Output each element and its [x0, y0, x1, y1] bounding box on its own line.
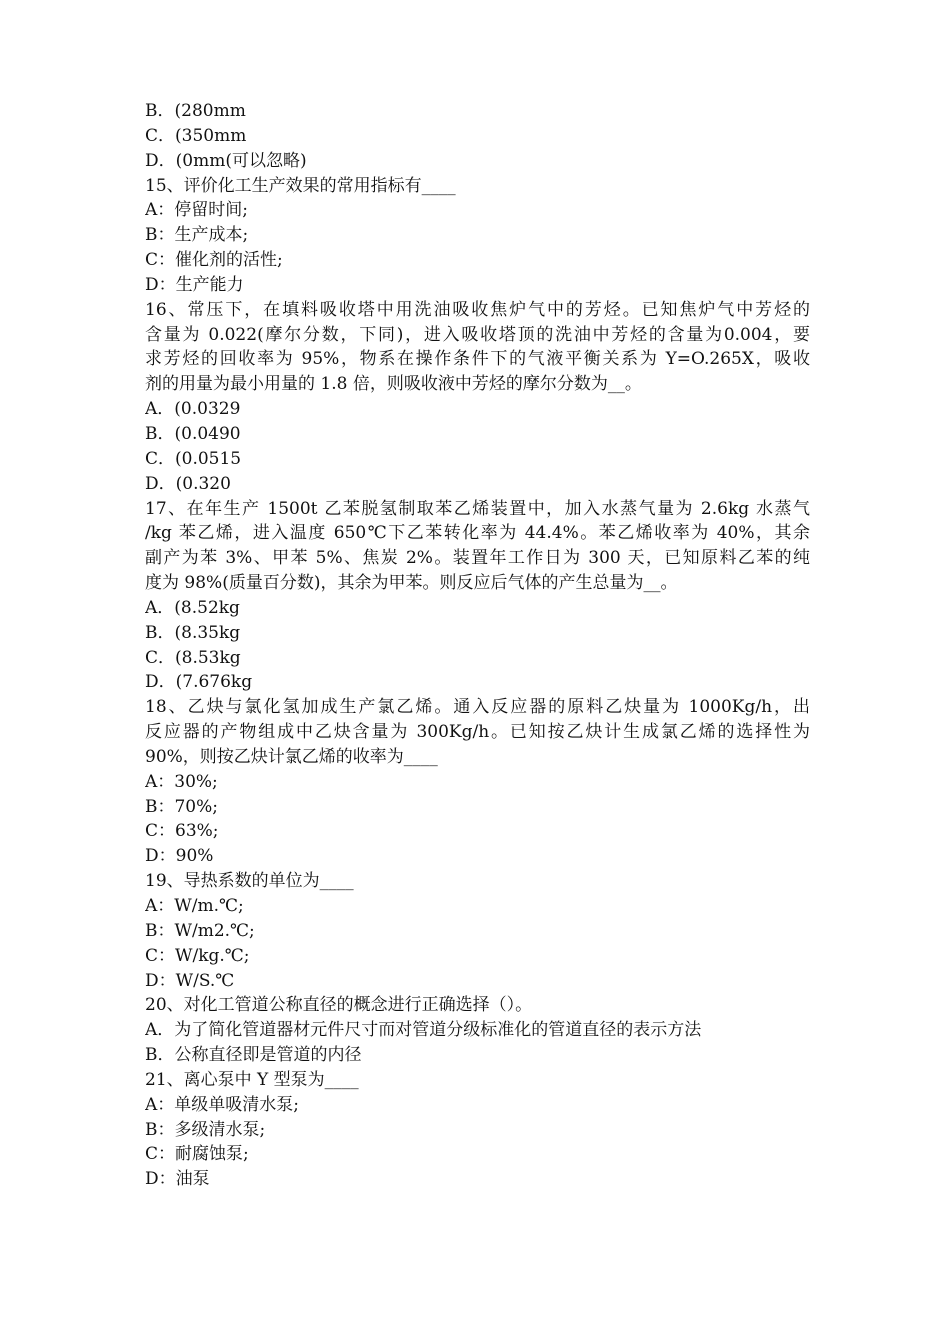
- option-line: B：W/m2.℃;: [145, 920, 255, 941]
- question-21: 21、离心泵中 Y 型泵为____: [145, 1069, 359, 1090]
- option-line: A：30%;: [145, 771, 218, 792]
- question-18-line: 反应器的产物组成中乙炔含量为 300Kg/h。已知按乙炔计生成氯乙烯的选择性为: [145, 722, 810, 743]
- question-19: 19、导热系数的单位为____: [145, 871, 354, 892]
- option-line: A：W/m.℃;: [145, 896, 244, 916]
- option-line: B：生产成本;: [145, 225, 249, 246]
- option-line: C．(350mm: [145, 125, 247, 146]
- option-line: C：63%;: [145, 821, 219, 842]
- option-line: C．(8.53kg: [145, 647, 241, 668]
- option-line: D．(0mm(可以忽略): [145, 150, 307, 171]
- option-line: B．(0.0490: [145, 423, 241, 444]
- question-17-line: 17、在年生产 1500t 乙苯脱氢制取苯乙烯装置中，加入水蒸气量为 2.6kg 水蒸气: [145, 498, 810, 519]
- option-line: D：生产能力: [145, 274, 244, 295]
- option-line: A．为了简化管道器材元件尺寸而对管道分级标准化的管道直径的表示方法: [145, 1020, 702, 1041]
- option-line: A：单级单吸清水泵;: [145, 1094, 300, 1115]
- option-line: A．(0.0329: [145, 399, 241, 420]
- option-line: B：70%;: [145, 796, 219, 817]
- question-16-line: 剂的用量为最小用量的 1.8 倍，则吸收液中芳烃的摩尔分数为__。: [145, 374, 642, 395]
- question-16-line: 含量为 0.022(摩尔分数，下同)，进入吸收塔顶的洗油中芳烃的含量为0.004，要: [145, 324, 810, 345]
- option-line: D：W/S.℃: [145, 970, 235, 991]
- option-line: B．公称直径即是管道的内径: [145, 1045, 362, 1066]
- option-line: B．(8.35kg: [145, 622, 241, 643]
- option-line: D．(0.320: [145, 473, 231, 494]
- option-line: D．(7.676kg: [145, 672, 253, 693]
- question-15: 15、评价化工生产效果的常用指标有____: [145, 175, 456, 196]
- option-line: C：耐腐蚀泵;: [145, 1144, 249, 1165]
- option-line: B：多级清水泵;: [145, 1119, 266, 1140]
- question-17-line: 副产为苯 3%、甲苯 5%、焦炭 2%。装置年工作日为 300 天，已知原料乙苯的纯: [145, 548, 810, 569]
- option-line: A．(8.52kg: [145, 597, 240, 618]
- document-page: [145, 99, 810, 1192]
- question-18-line: 90%，则按乙炔计氯乙烯的收率为____: [145, 746, 438, 767]
- question-16-line: 求芳烃的回收率为 95%，物系在操作条件下的气液平衡关系为 Y=O.265X，吸收: [145, 349, 810, 370]
- option-line: C：催化剂的活性;: [145, 250, 283, 271]
- option-line: C：W/kg.℃;: [145, 945, 250, 966]
- option-line: D：90%: [145, 846, 214, 867]
- option-line: C．(0.0515: [145, 448, 242, 469]
- option-line: B．(280mm: [145, 101, 246, 121]
- question-18-line: 18、乙炔与氯化氢加成生产氯乙烯。通入反应器的原料乙炔量为 1000Kg/h，出: [145, 697, 810, 718]
- option-line: A：停留时间;: [145, 200, 249, 221]
- option-line: D：油泵: [145, 1169, 210, 1190]
- question-20: 20、对化工管道公称直径的概念进行正确选择（）。: [145, 995, 533, 1016]
- question-17-line: 度为 98%(质量百分数)，其余为甲苯。则反应后气体的产生总量为__。: [145, 573, 678, 594]
- question-17-line: /kg 苯乙烯，进入温度 650℃下乙苯转化率为 44.4%。苯乙烯收率为 40%，其余: [145, 523, 810, 544]
- question-16-line: 16、常压下，在填料吸收塔中用洗油吸收焦炉气中的芳烃。已知焦炉气中芳烃的: [145, 299, 810, 320]
